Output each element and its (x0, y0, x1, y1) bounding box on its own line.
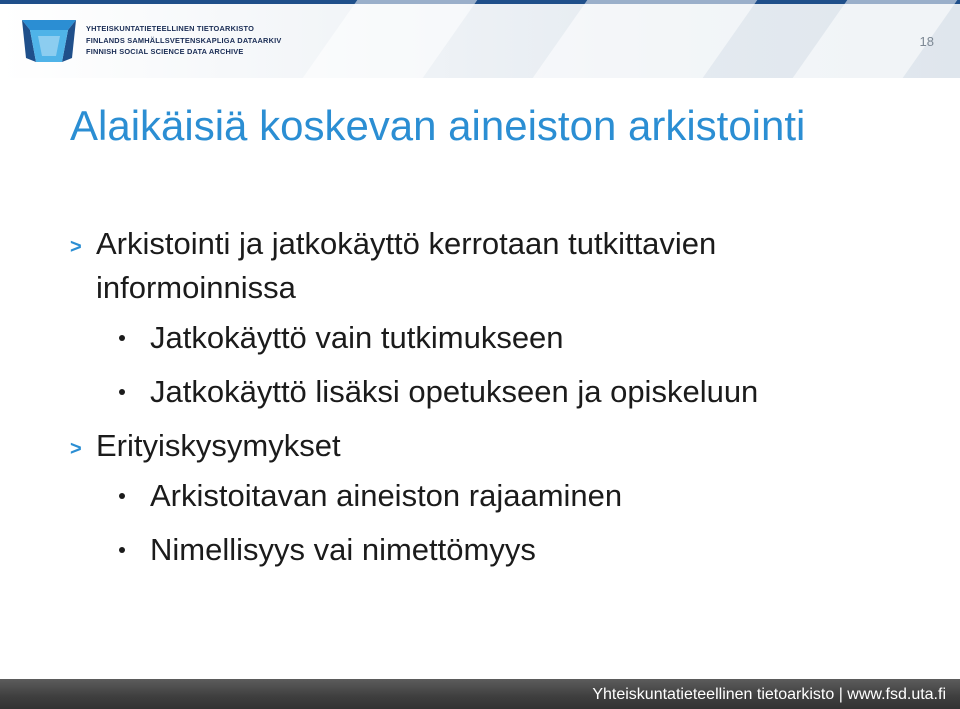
bullet-level1 (0, 424, 876, 468)
header-decorative-band (303, 0, 478, 78)
org-name-finnish: YHTEISKUNTATIETEELLINEN TIETOARKISTO (86, 24, 255, 33)
slide-header (0, 0, 960, 78)
bullet-text: Jatkokäyttö vain tutkimukseen (150, 320, 564, 355)
bullet-level2 (0, 316, 960, 360)
bullet-text: Jatkokäyttö lisäksi opetukseen ja opiskeluun (150, 374, 759, 409)
fsd-logo-icon (22, 18, 76, 64)
bullet-text: Arkistointi ja jatkokäyttö kerrotaan tutkittavien informoinnissa (96, 226, 717, 305)
bullet-level1 (0, 222, 876, 310)
bullet-text: Arkistoitavan aineiston rajaaminen (150, 478, 623, 513)
header-decorative-band (533, 0, 758, 78)
bullet-level2 (0, 370, 960, 414)
slide-footer (0, 679, 960, 709)
slide-number: 18 (919, 34, 934, 49)
bullet-text: Nimellisyys vai nimettömyys (150, 532, 536, 567)
header-top-line (0, 0, 960, 4)
bullet-level2 (0, 528, 960, 572)
bullet-dot-icon (119, 547, 125, 553)
chevron-right-icon: > (70, 438, 82, 460)
bullet-text: Erityiskysymykset (96, 428, 341, 463)
footer-text: Yhteiskuntatieteellinen tietoarkisto | www.fsd.uta.fi (592, 686, 946, 703)
bullet-dot-icon (119, 493, 125, 499)
org-name-swedish: FINLANDS SAMHÄLLSVETENSKAPLIGA DATAARKIV (86, 35, 282, 45)
bullet-dot-icon (119, 389, 125, 395)
bullet-level2 (0, 474, 960, 518)
chevron-right-icon: > (70, 236, 82, 258)
org-name-english: FINNISH SOCIAL SCIENCE DATA ARCHIVE (86, 47, 244, 56)
organization-name (86, 23, 282, 58)
slide-body (0, 222, 960, 582)
slide-title: Alaikäisiä koskevan aineiston arkistointi (70, 102, 806, 149)
bullet-dot-icon (119, 335, 125, 341)
